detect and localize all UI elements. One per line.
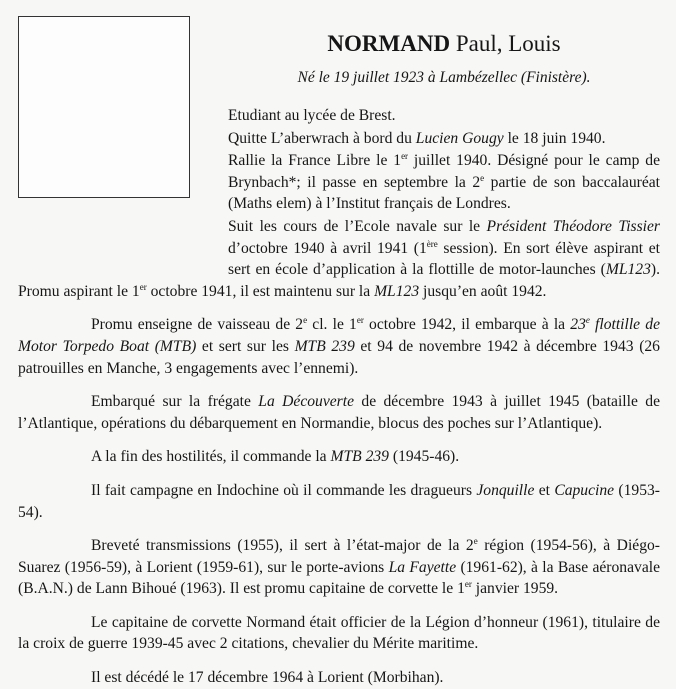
paragraph [18,480,660,523]
text-run: (1961-62), à la Base aéronavale (B.A.N.) de Lann Bihoué (1963). Il est promu capitaine de corvette le 1 [18,558,660,598]
text-run: jusqu’en août 1942. [419,282,547,300]
text-run: et [534,481,555,499]
text-run: et 94 de novembre 1942 à décembre 1943 (26 patrouilles en Manche, 3 engagements avec l’ennemi). [18,337,660,377]
paragraph [18,535,660,600]
birth-line: Né le 19 juillet 1923 à Lambézellec (Finistère). [297,69,591,86]
italic-text: MTB 239 [330,448,389,466]
superscript: e [585,315,590,326]
text-run: Il est décédé le 17 décembre 1964 à Lorient (Morbihan). [91,669,444,687]
paragraph [18,391,660,434]
italic-text: La Fayette [388,558,457,576]
text-run: d’octobre 1940 à avril 1941 (1 [228,239,427,257]
text-run: Le capitaine de corvette Normand était officier de la Légion d’honneur (1961), titulaire de la croix de guerre 1939-45 avec 2 citations, chevalier du Mérite maritime. [18,613,660,653]
italic-text: ML123 [374,282,420,300]
text-run: janvier 1959. [471,580,559,598]
italic-text: ML123 [605,261,651,279]
italic-text: MTB 239 [294,337,355,355]
paragraphs [18,314,660,688]
superscript: e [303,315,308,326]
portrait-placeholder-icon [18,16,190,198]
italic-text: flottille de Motor Torpedo Boat (MTB) [18,316,660,355]
italic-text: Capucine [554,481,615,499]
text-run: Breveté transmissions (1955), il sert à l’état-major de la 2 [91,537,474,555]
text-run: Embarqué sur la frégate [91,393,259,411]
italic-text: Lucien Gougy [415,129,504,147]
text-run: Il fait campagne en Indochine où il commande les dragueurs [91,481,477,499]
italic-text: Jonquille [476,481,535,499]
text-run: A la fin des hostilités, il commande la [91,448,331,466]
given-names: Paul, Louis [455,31,561,56]
paragraph [18,612,660,655]
text-run: session). En sort élève aspirant et sert en école d’application à la flottille de motor-launches ( [228,239,660,279]
text-run: juillet 1940. Désigné pour le camp de Brynbach*; il passe en septembre la 2 [228,152,660,191]
paragraph [18,314,660,379]
superscript: er [401,151,409,162]
superscript: ère [426,238,438,249]
text-run: cl. le 1 [307,316,357,334]
italic-text: Président Théodore Tissier [486,217,660,235]
page-title [228,30,660,58]
surname: NORMAND [327,31,451,56]
italic-text: La Découverte [258,393,354,411]
text-run: partie de son baccalauréat (Maths elem) à l’Institut français de Londres. [228,173,661,213]
text-run: le 18 juin 1940. [503,129,606,147]
text-run: Quitte L’aberwrach à bord du [228,129,416,147]
superscript: er [356,315,364,326]
text-run: (1945-46). [388,448,460,466]
text-run: de décembre 1943 à juillet 1945 (bataille de l’Atlantique, opérations du débarquement en Normandie, blocus des poches sur l’Atlantique). [18,393,660,432]
paragraph [18,446,660,468]
text-run: octobre 1941, il est maintenu sur la [146,282,375,300]
text-run: octobre 1942, il embarque à la [363,316,571,334]
text-run: Etudiant au lycée de Brest. [228,107,396,124]
text-run: (1953-54). [18,481,660,521]
photo-area [18,16,228,266]
superscript: er [464,579,472,590]
paragraph [18,667,660,689]
text-run: Suit les cours de l’Ecole navale sur le [228,217,487,235]
text-run: Promu enseigne de vaisseau de 2 [91,316,304,334]
text-run: et sert sur les [196,337,295,355]
text-run: région (1954-56), à Diégo-Suarez (1956-59), à Lorient (1959-61), sur le porte-avions [18,537,660,576]
text-run: Rallie la France Libre le 1 [228,152,402,170]
superscript: e [473,536,478,547]
italic-text: 23 [570,316,586,334]
text-run: ). Promu aspirant le 1 [18,261,660,300]
superscript: e [480,172,485,183]
superscript: er [139,281,147,292]
